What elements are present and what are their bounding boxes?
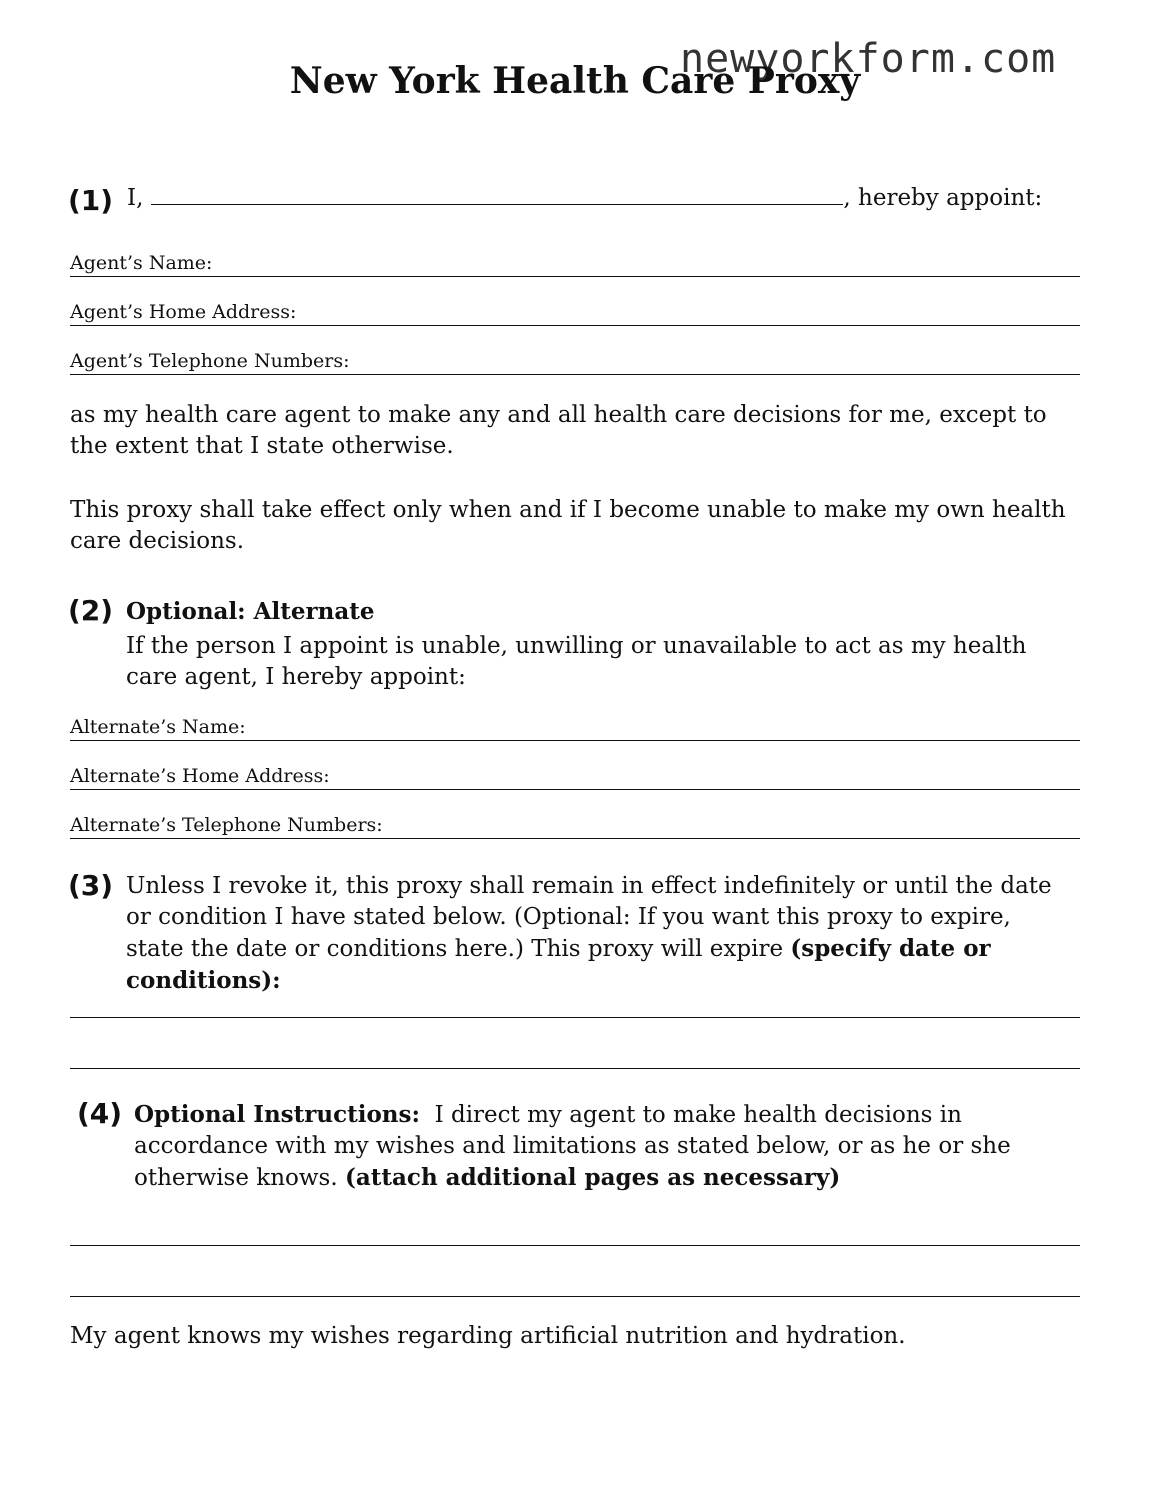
instructions-line-1[interactable] bbox=[70, 1245, 1080, 1246]
expiry-line-1[interactable] bbox=[70, 1017, 1080, 1018]
alternate-address-field[interactable] bbox=[70, 765, 1080, 790]
effect-paragraph: This proxy shall take effect only when and if I become unable to make my own health care decisions. bbox=[70, 497, 1066, 554]
agent-address-label: Agent’s Home Address: bbox=[70, 301, 297, 323]
section-2-text: If the person I appoint is unable, unwilling or unavailable to act as my health care agent, I hereby appoint: bbox=[126, 633, 1027, 690]
agent-address-field[interactable] bbox=[70, 301, 1080, 326]
agent-phone-label: Agent’s Telephone Numbers: bbox=[70, 350, 350, 372]
section-4-bold: (attach additional pages as necessary) bbox=[345, 1164, 841, 1191]
section-1-number: (1) bbox=[68, 184, 114, 217]
section-2-heading: Optional: Alternate bbox=[126, 598, 375, 625]
alternate-name-field[interactable] bbox=[70, 716, 1080, 741]
section-3-text: Unless I revoke it, this proxy shall remain in effect indefinitely or until the date or condition I have stated below. (Optional: If you want this proxy to expire, state the date or conditions here.) This proxy will expire bbox=[126, 873, 1052, 962]
alternate-phone-field[interactable] bbox=[70, 814, 1080, 839]
alternate-address-label: Alternate’s Home Address: bbox=[70, 765, 330, 787]
principal-prefix: I, bbox=[127, 185, 144, 211]
watermark: newyorkform.com bbox=[680, 36, 1057, 82]
instructions-line-2[interactable] bbox=[70, 1296, 1080, 1297]
alternate-phone-label: Alternate’s Telephone Numbers: bbox=[70, 814, 383, 836]
section-4-paragraph bbox=[134, 1099, 1069, 1194]
agent-authority-paragraph: as my health care agent to make any and all health care decisions for me, except to the extent that I state otherwise. bbox=[70, 402, 1047, 459]
section-3-bold: (specify date or conditions): bbox=[126, 935, 991, 994]
agent-name-label: Agent’s Name: bbox=[70, 252, 213, 274]
expiry-line-2[interactable] bbox=[70, 1068, 1080, 1069]
principal-line bbox=[127, 184, 1077, 211]
agent-phone-field[interactable] bbox=[70, 350, 1080, 375]
closing-statement: My agent knows my wishes regarding artificial nutrition and hydration. bbox=[70, 1323, 906, 1349]
section-2-number: (2) bbox=[68, 594, 114, 627]
page-title: New York Health Care Proxy bbox=[289, 60, 861, 102]
principal-name-field[interactable] bbox=[151, 184, 843, 205]
section-3-number: (3) bbox=[68, 869, 114, 902]
agent-name-field[interactable] bbox=[70, 252, 1080, 277]
alternate-name-label: Alternate’s Name: bbox=[70, 716, 246, 738]
principal-suffix: , hereby appoint: bbox=[843, 185, 1043, 211]
section-3-paragraph bbox=[126, 871, 1071, 997]
section-4-heading: Optional Instructions: bbox=[134, 1101, 420, 1128]
section-4-number: (4) bbox=[77, 1097, 123, 1130]
section-4-text: I direct my agent to make health decisions in accordance with my wishes and limitations as stated below, or as he or she otherwise knows. bbox=[134, 1102, 1011, 1191]
